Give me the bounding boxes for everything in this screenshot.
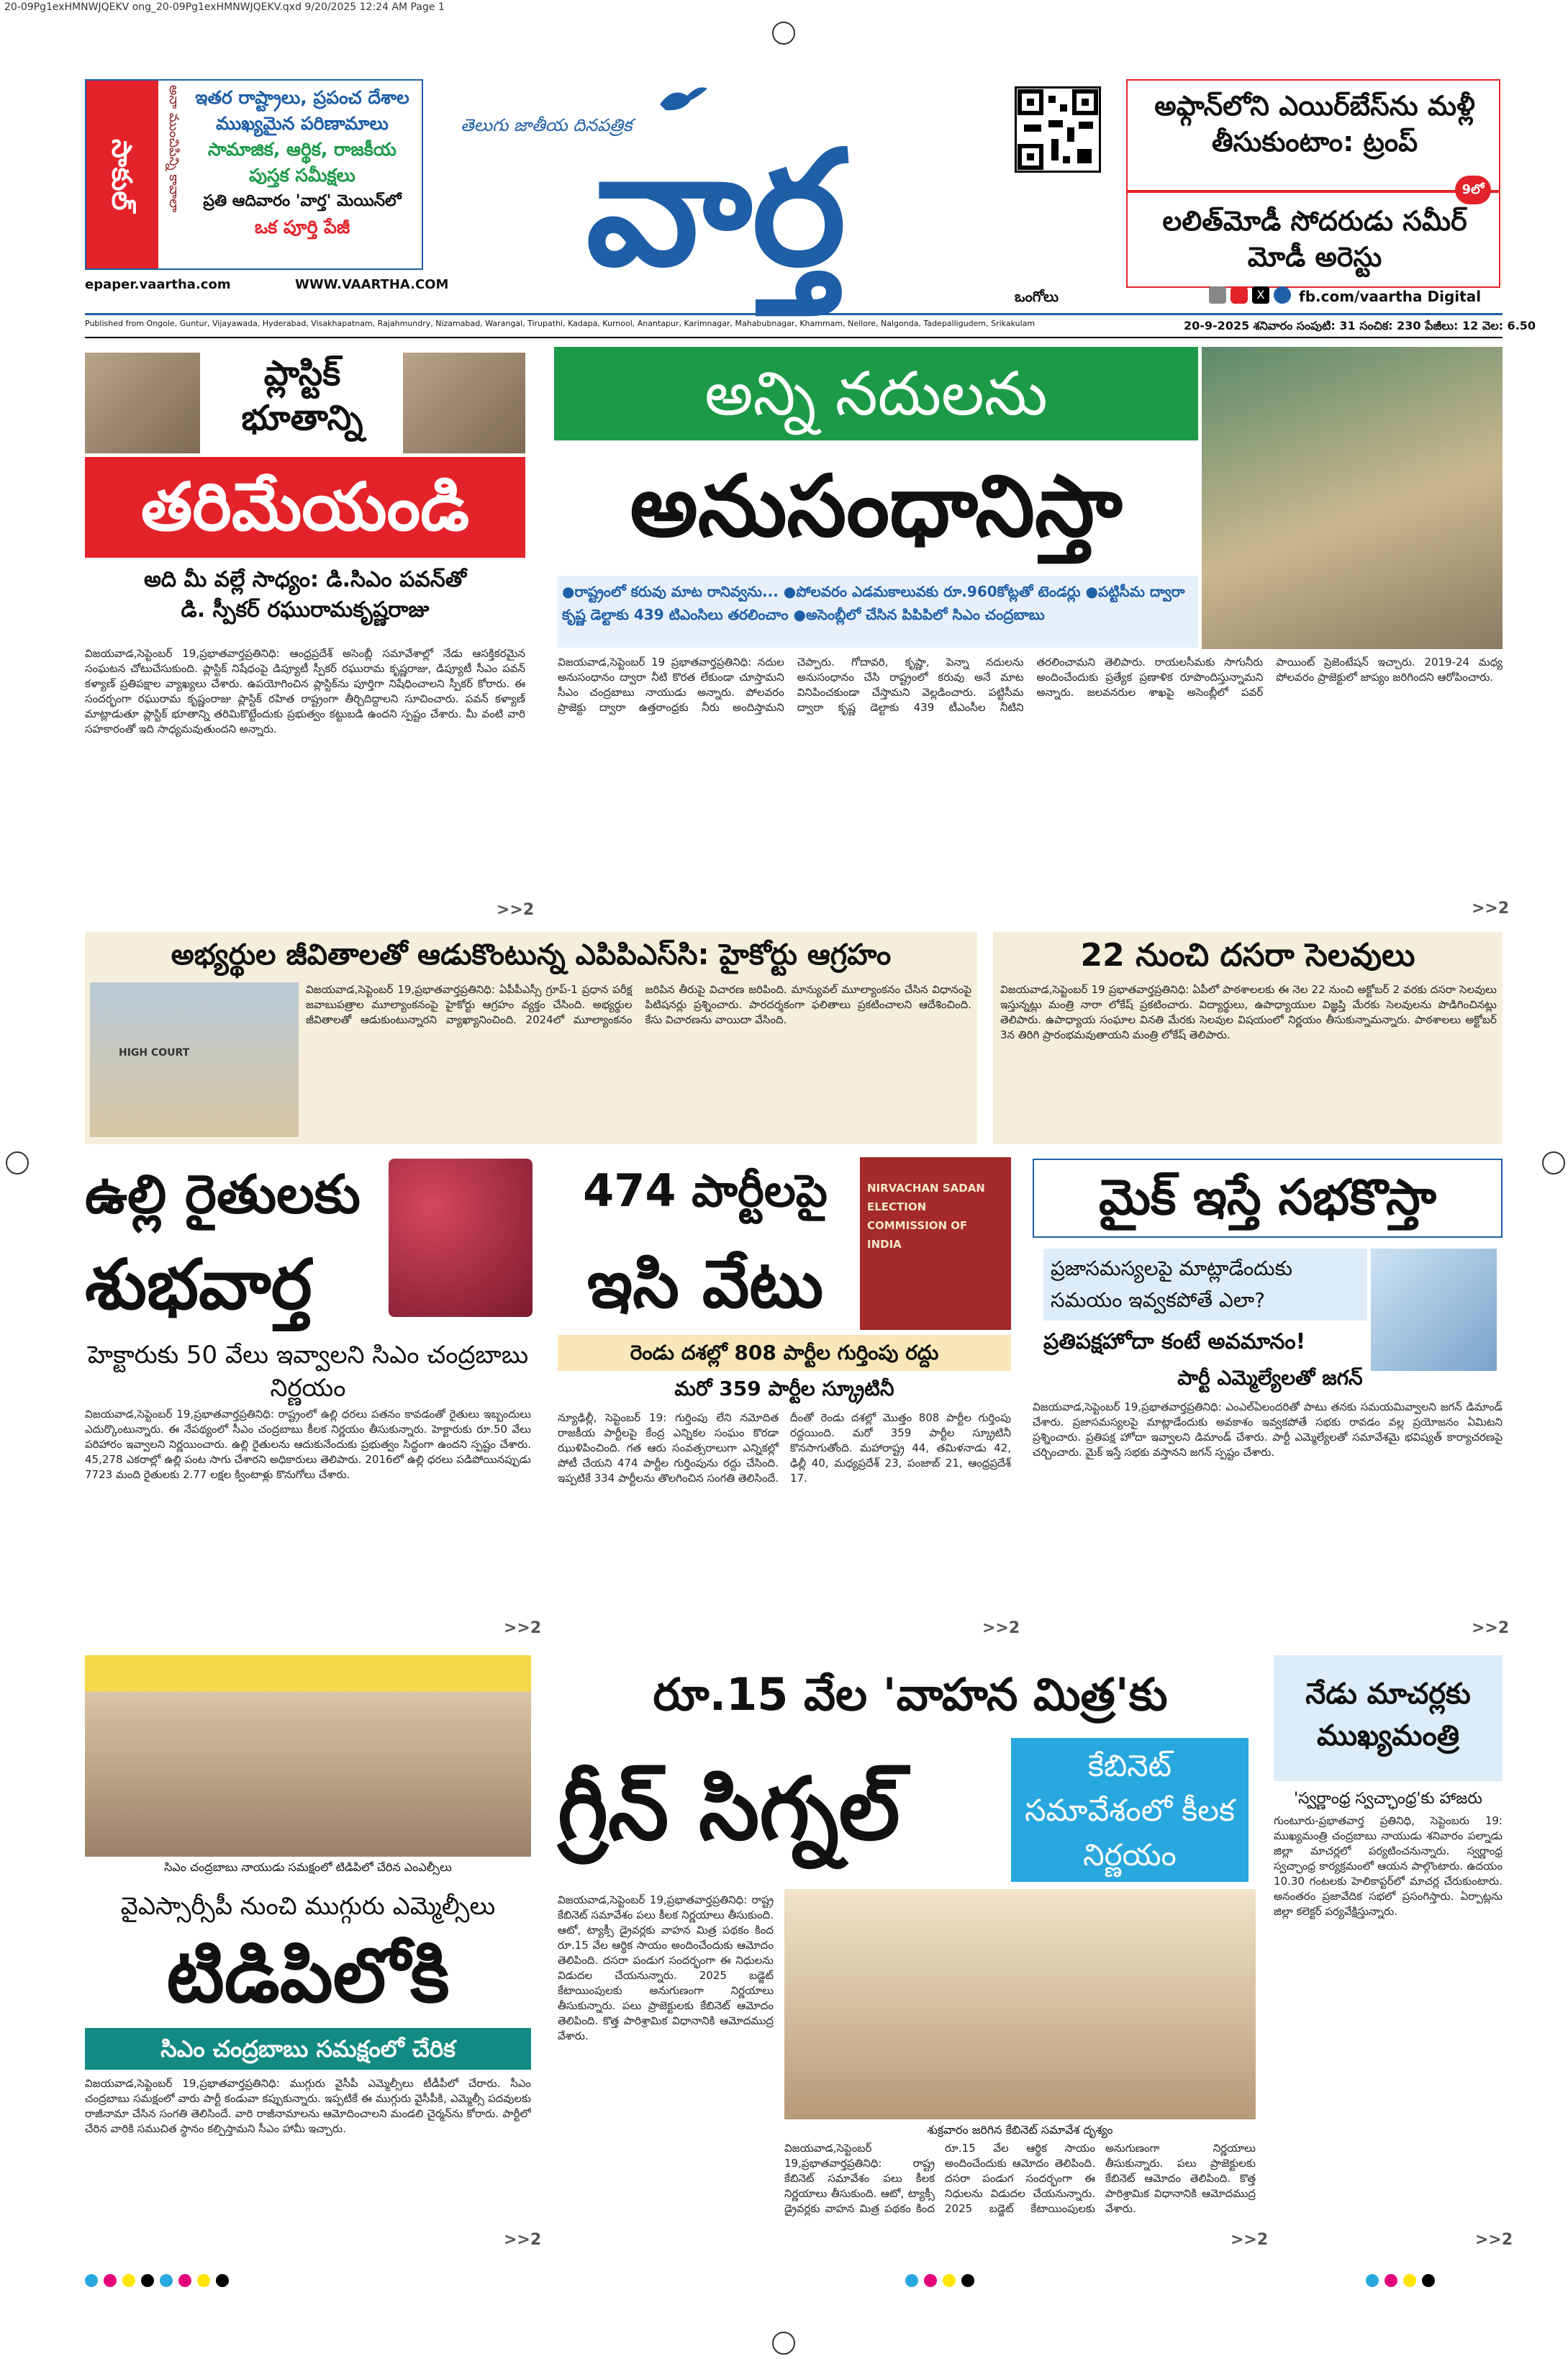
cabinet-continued[interactable]: >>2 [1231,2231,1269,2249]
facebook-icon[interactable] [1274,286,1291,304]
promo-logo-text: సాకుల్ [106,138,138,211]
promo-line: ప్రతి ఆదివారం 'వార్త' మెయిన్‌లో [203,192,402,210]
story1-sub-2: డి. స్పీకర్ రఘురామకృష్ణరాజు [181,597,430,622]
promo-logo [86,81,158,268]
ec-continued[interactable]: >>2 [982,1619,1020,1637]
youtube-icon[interactable] [1231,286,1248,304]
promo-line: ఒక పూర్తి పేజీ [254,217,350,237]
qr-code-icon[interactable] [1015,86,1101,173]
page-ref-badge[interactable]: 9లో [1455,176,1491,204]
onion-continued[interactable]: >>2 [504,1619,542,1637]
cabinet-photo-caption: శుక్రవారం జరిగిన కేబినెట్ సమావేశ దృశ్యం [927,2123,1113,2137]
registration-mark [6,1151,29,1174]
lead-bullets: ●రాష్ట్రంలో కరువు మాట రానివ్వను... ●పోలవరం ఎడమకాలువకు రూ.960కోట్లతో టెండర్లు ●పట్టిసీమ ద్వారా కృష్ణ డెల్టాకు 439 టిఎంసిలు తరలించాం ●అసెంబ్లీలో చేసిన పిపిపిలో సిఎం చంద్రబాబు [558,576,1198,648]
ec-sub-2: మరో 359 పార్టీల స్క్రూటినీ [674,1377,894,1400]
rule [85,337,1503,338]
ec-body: న్యూఢిల్లీ, సెప్టెంబర్ 19: గుర్తింపు లేని నమోదిత రాజకీయ పార్టీలపై కేంద్ర ఎన్నికల సంఘం కొరడా ఝుళిపించింది. గత ఆరు సంవత్సరాలుగా ఎన్నికల్లో పోటీ చేయని 474 పార్టీల గుర్తింపును రద్దు చేసింది. ఇప్పటికే 334 పార్టీలను తొలగించిన సంగతి తెలిసిందే. దీంతో రెండు దశల్లో మొత్తం 808 పార్టీల గుర్తింపు రద్దయింది. మరో 359 పార్టీల స్క్రూటినీ కొనసాగుతోంది. మహారాష్ట్ర 44, తమిళనాడు 42, ఢిల్లీ 40, మధ్యప్రదేశ్ 23, పంజాబ్ 21, ఆంధ్రప్రదేశ్ 17. [558,1411,1011,1485]
pawan-photo [85,353,200,453]
dasara-headline: 22 నుంచి దసరా సెలవులు [1080,937,1415,974]
cabinet-headline: గ్రీన్ సిగ్నల్ [558,1760,900,1860]
jagan-photo [1371,1249,1497,1371]
tdp-band: సిఎం చంద్రబాబు సమక్షంలో చేరిక [85,2028,531,2070]
divider [1128,190,1499,193]
print-header: 20-09Pg1exHMNWJQEKV ong_20-09Pg1exHMNWJQEKV.qxd 9/20/2025 12:24 AM Page 1 [4,1,445,13]
registration-mark [772,2332,795,2355]
tdp-photo [85,1655,531,1857]
x-icon[interactable]: X [1252,286,1269,304]
masthead-tagline: తెలుగు జాతీయ దినపత్రిక [461,115,633,135]
tdp-caption: సిఎం చంద్రబాబు నాయుడు సమక్షంలో టిడిపిలో చేరిన ఎంఎల్సీలు [164,1860,452,1874]
macherla-body: గుంటూరు-ప్రభాతవార్త ప్రతినిధి, సెప్టెంబరు 19: ముఖ్యమంత్రి చంద్రబాబు నాయుడు శనివారం పల్నాడు జిల్లా మాచర్లలో పర్యటించనున్నారు. స్వర్ణాంధ్ర స్వచ్ఛాంధ్ర కార్యక్రమంలో ఆయన పాల్గొంటారు. ఉదయం 10.30 గంటలకు హెలికాప్టర్‌లో మాచర్ల చేరుకుంటారు. అనంతరం ప్రజావేదిక సభలో ప్రసంగిస్తారు. ఏర్పాట్లను జిల్లా కలెక్టర్ పర్యవేక్షిస్తున్నారు. [1274,1814,1503,1918]
website-link[interactable]: WWW.VAARTHA.COM [295,277,449,292]
story1-body: విజయవాడ,సెప్టెంబర్ 19,ప్రభాతవార్తప్రతినిధి: ఆంధ్రప్రదేశ్ అసెంబ్లీ సమావేశాల్లో నేడు ఆసక్తికరమైన సంఘటన చోటుచేసుకుంది. ప్లాస్టిక్ నిషేధంపై డిప్యూటీ స్పీకర్ రఘురామ కృష్ణరాజు, డిప్యూటీ సీఎం పవన్ కళ్యాణ్ ప్రతిపక్షాల వ్యాఖ్యలు చేశారు. ఉపయోగించిన ప్లాస్టిక్‌ను పూర్తిగా నిషేధించాలని స్పీకర్ కోరారు. ఈ సందర్భంగా రఘురామ కృష్ణంరాజు ప్లాస్టిక్ రహిత రాష్ట్రంగా తీర్చిదిద్దాలని సూచించారు. పవన్ కళ్యాణ్ మాట్లాడుతూ ప్లాస్టిక్ భూతాన్ని తరిమికొట్టేందుకు ప్రభుత్వం కట్టుబడి ఉందని స్పష్టం చేశారు. మీ వంటి వారి సహకారంతో ఇది సాధ్యమవుతుందని అన్నారు. [85,647,525,735]
lead-continued[interactable]: >>2 [1472,900,1510,918]
social-handle[interactable]: fb.com/vaartha Digital [1299,288,1482,305]
promo-line: ముఖ్యమైన పరిణామాలు [216,113,389,134]
macherla-continued[interactable]: >>2 [1475,2231,1513,2249]
hc-body: విజయవాడ,సెప్టెంబర్ 19,ప్రభాతవార్తప్రతినిధి: ఏపీపీఎస్సీ గ్రూప్-1 ప్రధాన పరీక్ష జవాబుపత్రాల మూల్యాంకనంపై హైకోర్టు ఆగ్రహం వ్యక్తం చేసింది. అభ్యర్థుల జీవితాలతో ఆడుకుంటున్నారని వ్యాఖ్యానించింది. 2024లో మూల్యాంకనం జరిపిన తీరుపై విచారణ జరిపింది. మాన్యువల్ మూల్యాంకనం చేసిన విధానంపై పిటిషనర్లు ప్రశ్నించారు. పారదర్శకంగా ఫలితాలు ప్రకటించాలని ఆదేశించింది. కేసు విచారణను వాయిదా వేసింది. [306,983,971,1026]
tdp-continued[interactable]: >>2 [504,2231,542,2249]
social-icons [1209,286,1295,307]
story1-kicker [205,351,399,440]
top-right-headline-2: లలిత్‌మోడీ సోదరుడు సమీర్ మోడీ అరెస్టు [1162,205,1467,273]
story1-sub-1: అది మీ వల్లే సాధ్యం: డి.సిఎం పవన్‌తో [143,567,467,592]
lead-kicker: అన్ని నదులను [554,347,1198,440]
jagan-body: విజయవాడ,సెప్టెంబర్ 19,ప్రభాతవార్తప్రతినిధి: ఎంఎల్‌ఏలందరితో పాటు తనకు సమయమివ్వాలని జగన్ డిమాండ్ చేశారు. ప్రజాసమస్యలపై మాట్లాడేందుకు అవకాశం ఇవ్వకపోతే సభకు రావడం వల్ల ప్రయోజనం ఏమిటని ప్రశ్నించారు. ప్రతిపక్ష హోదా ఇవ్వాలని డిమాండ్ చేశారు. పార్టీ ఎమ్మెల్యేలతో సమావేశమై భవిష్యత్ కార్యాచరణపై చర్చించారు. మైక్ ఇస్తే సభకు వస్తానని జగన్ స్పష్టం చేశారు. [1033,1400,1503,1459]
jagan-box-1: ప్రజాసమస్యలపై మాట్లాడేందుకు సమయం ఇవ్వకపోతే ఎలా? [1043,1249,1367,1321]
ec-headline-1: 474 పార్టీలపై [583,1164,828,1217]
rule [85,313,1503,315]
jagan-box-3: పార్టీ ఎమ్మెల్యేలతో జగన్ [1177,1366,1363,1390]
registration-mark [772,22,795,45]
dove-icon [658,83,709,115]
ec-sub-1: రెండు దశల్లో 808 పార్టీల గుర్తింపు రద్దు [558,1335,1011,1371]
tdp-headline: టిడిపిలోకి [166,1932,450,2019]
promo-line: ఇతర రాష్ట్రాలు, ప్రపంచ దేశాల [195,87,409,108]
jagan-box-2: ప్రతిపక్షహోదా కంటే అవమానం! [1043,1329,1306,1354]
lead-headline: అనుసంధానిస్తా [630,456,1123,556]
macherla-sub: 'స్వర్ణాంధ్ర స్వచ్ఛాంధ్ర'కు హాజరు [1294,1790,1482,1808]
promo-line: పుస్తక సమీక్షలు [249,165,355,186]
onion-sub: హెక్టారుకు 50 వేలు ఇవ్వాలని సిఎం చంద్రబాబు నిర్ణయం [87,1341,529,1403]
onion-headline-1: ఉల్లి రైతులకు [85,1164,361,1226]
story1-kicker-2: భూతాన్ని [241,398,363,438]
lead-body: విజయవాడ,సెప్టెంబర్ 19 ప్రభాతవార్తప్రతినిధి: నదుల అనుసంధానం ద్వారా నీటి కొరత లేకుండా చూస్తామని సీఎం చంద్రబాబు నాయుడు అన్నారు. పోలవరం ప్రాజెక్టు ద్వారా ఉత్తరాంధ్రకు నీరు అందిస్తామని చెప్పారు. గోదావరి, కృష్ణా, పెన్నా నదులను అనుసంధానం చేసి రాష్ట్రంలో కరువు అనే మాట వినిపించకుండా చేస్తామని వెల్లడించారు. పట్టిసీమ ద్వారా కృష్ణ డెల్టాకు 439 టీఎంసీల నీటిని తరలించామని తెలిపారు. రాయలసీమకు సాగునీరు అందించేందుకు ప్రత్యేక ప్రణాళిక రూపొందిస్తున్నామని అన్నారు. జలవనరుల శాఖపై అసెంబ్లీలో పవర్ పాయింట్ ప్రెజెంటేషన్ ఇచ్చారు. 2019-24 మధ్య పోలవరం ప్రాజెక్టులో జాప్యం జరిగిందని ఆరోపించారు. [558,656,1503,714]
cabinet-kicker: రూ.15 వేల 'వాహన మిత్ర'కు [653,1668,1168,1721]
onion-headline-2: శుభవార్త [85,1244,312,1325]
app-icon[interactable] [1209,286,1226,304]
onion-body: విజయవాడ,సెప్టెంబర్ 19,ప్రభాతవార్తప్రతినిధి: రాష్ట్రంలో ఉల్లి ధరలు పతనం కావడంతో రైతులు ఇబ్బందులు ఎదుర్కొంటున్నారు. ఈ నేపథ్యంలో సీఎం చంద్రబాబు కీలక నిర్ణయం తీసుకున్నారు. హెక్టారుకు రూ.50 వేలు పరిహారం ఇవ్వాలని నిర్ణయించారు. ఉల్లి రైతులను ఆదుకునేందుకు ప్రభుత్వం సిద్ధంగా ఉందని స్పష్టం చేశారు. 45,278 ఎకరాల్లో ఉల్లి పంట సాగు చేశారని అధికారులు తెలిపారు. 2016లో ఉల్లి ధరలు పడిపోయినప్పుడు 7723 మంది రైతులకు 2.77 లక్షల క్వింటాళ్లు కొనుగోలు చేశారు. [85,1408,531,1481]
high-court-label: HIGH COURT [119,1047,190,1059]
promo-tagline: అనా ముంచిపిన్ని కావాలా [166,85,181,213]
top-right-box [1126,79,1500,288]
jagan-headline: మైక్ ఇస్తే సభకొస్తా [1033,1159,1503,1238]
edition-label: ఒంగోలు [1015,288,1059,305]
macherla-headline: నేడు మాచర్లకు ముఖ్యమంత్రి [1274,1655,1503,1781]
masthead-title: వార్త [586,117,846,301]
ec-sign-photo: NIRVACHAN SADAN ELECTION COMMISSION OF INDIA [860,1157,1011,1330]
tdp-kicker: వైఎస్సార్సీపీ నుంచి ముగ్గురు ఎమ్మెల్సీలు [120,1892,496,1921]
color-bar [85,2274,1503,2288]
promo-line: సామాజిక, ఆర్థిక, రాజకీయ [208,139,396,160]
epaper-link[interactable]: epaper.vaartha.com [85,277,231,292]
raghurama-photo [403,353,525,453]
dasara-body: విజయవాడ,సెప్టెంబర్ 19 ప్రభాతవార్తప్రతినిధి: ఏపీలో పాఠశాలలకు ఈ నెల 22 నుంచి అక్టోబర్ 2 వరకు దసరా సెలవులు ఇస్తున్నట్లు మంత్రి నారా లోకేష్ ప్రకటించారు. విద్యార్థులు, ఉపాధ్యాయుల విజ్ఞప్తి మేరకు సెలవులను పొడిగించినట్లు తెలిపారు. ఉపాధ్యాయ సంఘాల వినతి మేరకు సెలవుల విషయంలో నిర్ణయం తీసుకున్నామన్నారు. పాఠశాలలు అక్టోబర్ 3న తిరిగి ప్రారంభమవుతాయని మంత్రి లోకేష్ తెలిపారు. [1000,983,1497,1041]
cm-photo [1202,347,1503,649]
onion-photo [389,1159,533,1317]
cabinet-body-1: విజయవాడ,సెప్టెంబర్ 19,ప్రభాతవార్తప్రతినిధి: రాష్ట్ర కేబినెట్ సమావేశం పలు కీలక నిర్ణయాలు తీసుకుంది. ఆటో, ట్యాక్సీ డ్రైవర్లకు వాహన మిత్ర పథకం కింద రూ.15 వేల ఆర్థిక సాయం అందించేందుకు ఆమోదం తెలిపింది. దసరా పండుగ సందర్భంగా ఈ నిధులను విడుదల చేయనున్నారు. 2025 బడ్జెట్ కేటాయింపులకు అనుగుణంగా నిర్ణయాలు తీసుకున్నారు. పలు ప్రాజెక్టులకు కేబినెట్ ఆమోదం తెలిపింది. కొత్త పారిశ్రామిక విధానానికి ఆమోదముద్ర వేశారు. [558,1893,774,2042]
cabinet-box: కేబినెట్ సమావేశంలో కీలక నిర్ణయం [1011,1738,1248,1882]
registration-mark [1542,1151,1565,1174]
tdp-body: విజయవాడ,సెప్టెంబర్ 19,ప్రభాతవార్తప్రతినిధి: ముగ్గురు వైసీపీ ఎమ్మెల్సీలు టీడీపీలో చేరారు. సీఎం చంద్రబాబు సమక్షంలో వారు పార్టీ కండువా కప్పుకున్నారు. ఇప్పటికే ఈ ముగ్గురు వైసీపీకి, ఎమ్మెల్సీ పదవులకు రాజీనామా చేసిన సంగతి తెలిసిందే. వారి రాజీనామాలను ఆమోదించాలని మండలి చైర్మన్‌ను కోరారు. పార్టీలో చేరిన వారికి సముచిత స్థానం కల్పిస్తామని సీఎం హామీ ఇచ్చారు. [85,2077,531,2135]
date-line: 20-9-2025 శనివారం సంపుటి: 31 సంచిక: 230 పేజీలు: 12 వెల: 6.50 [1184,319,1536,332]
cabinet-body-2: విజయవాడ,సెప్టెంబర్ 19,ప్రభాతవార్తప్రతినిధి: రాష్ట్ర కేబినెట్ సమావేశం పలు కీలక నిర్ణయాలు తీసుకుంది. ఆటో, ట్యాక్సీ డ్రైవర్లకు వాహన మిత్ర పథకం కింద రూ.15 వేల ఆర్థిక సాయం అందించేందుకు ఆమోదం తెలిపింది. దసరా పండుగ సందర్భంగా ఈ నిధులను విడుదల చేయనున్నారు. 2025 బడ్జెట్ కేటాయింపులకు అనుగుణంగా నిర్ణయాలు తీసుకున్నారు. పలు ప్రాజెక్టులకు కేబినెట్ ఆమోదం తెలిపింది. కొత్త పారిశ్రామిక విధానానికి ఆమోదముద్ర వేశారు. [784,2142,1256,2215]
jagan-continued[interactable]: >>2 [1472,1619,1510,1637]
cabinet-photo [784,1889,1256,2119]
publication-line: Published from Ongole, Guntur, Vijayawada, Hyderabad, Visakhapatnam, Rajahmundry, Nizamabad, Warangal, Tirupathi, Kadapa, Kurnool, Anantapur, Karimnagar, Mahabubnagar, Khammam, Nellore, Nalgonda, Tadepalligudem, Srikakulam [85,319,1035,328]
story1-continued[interactable]: >>2 [497,901,535,919]
hc-headline: అభ్యర్థుల జీవితాలతో ఆడుకొంటున్న ఎపిపిఎస్‌సి: హైకోర్టు ఆగ్రహం [171,938,892,972]
promo-box [85,79,423,270]
ec-headline-2: ఇసి వేటు [586,1246,824,1323]
high-court-photo [90,982,299,1137]
story1-headline: తరిమేయండి [85,457,525,558]
story1-kicker-1: ప్లాస్టిక్ [263,353,341,394]
top-right-headline-1: అఫ్గాన్‌లోని ఎయిర్‌బేస్‌ను మళ్లీ తీసుకుంటాం: ట్రంప్ [1154,90,1475,158]
